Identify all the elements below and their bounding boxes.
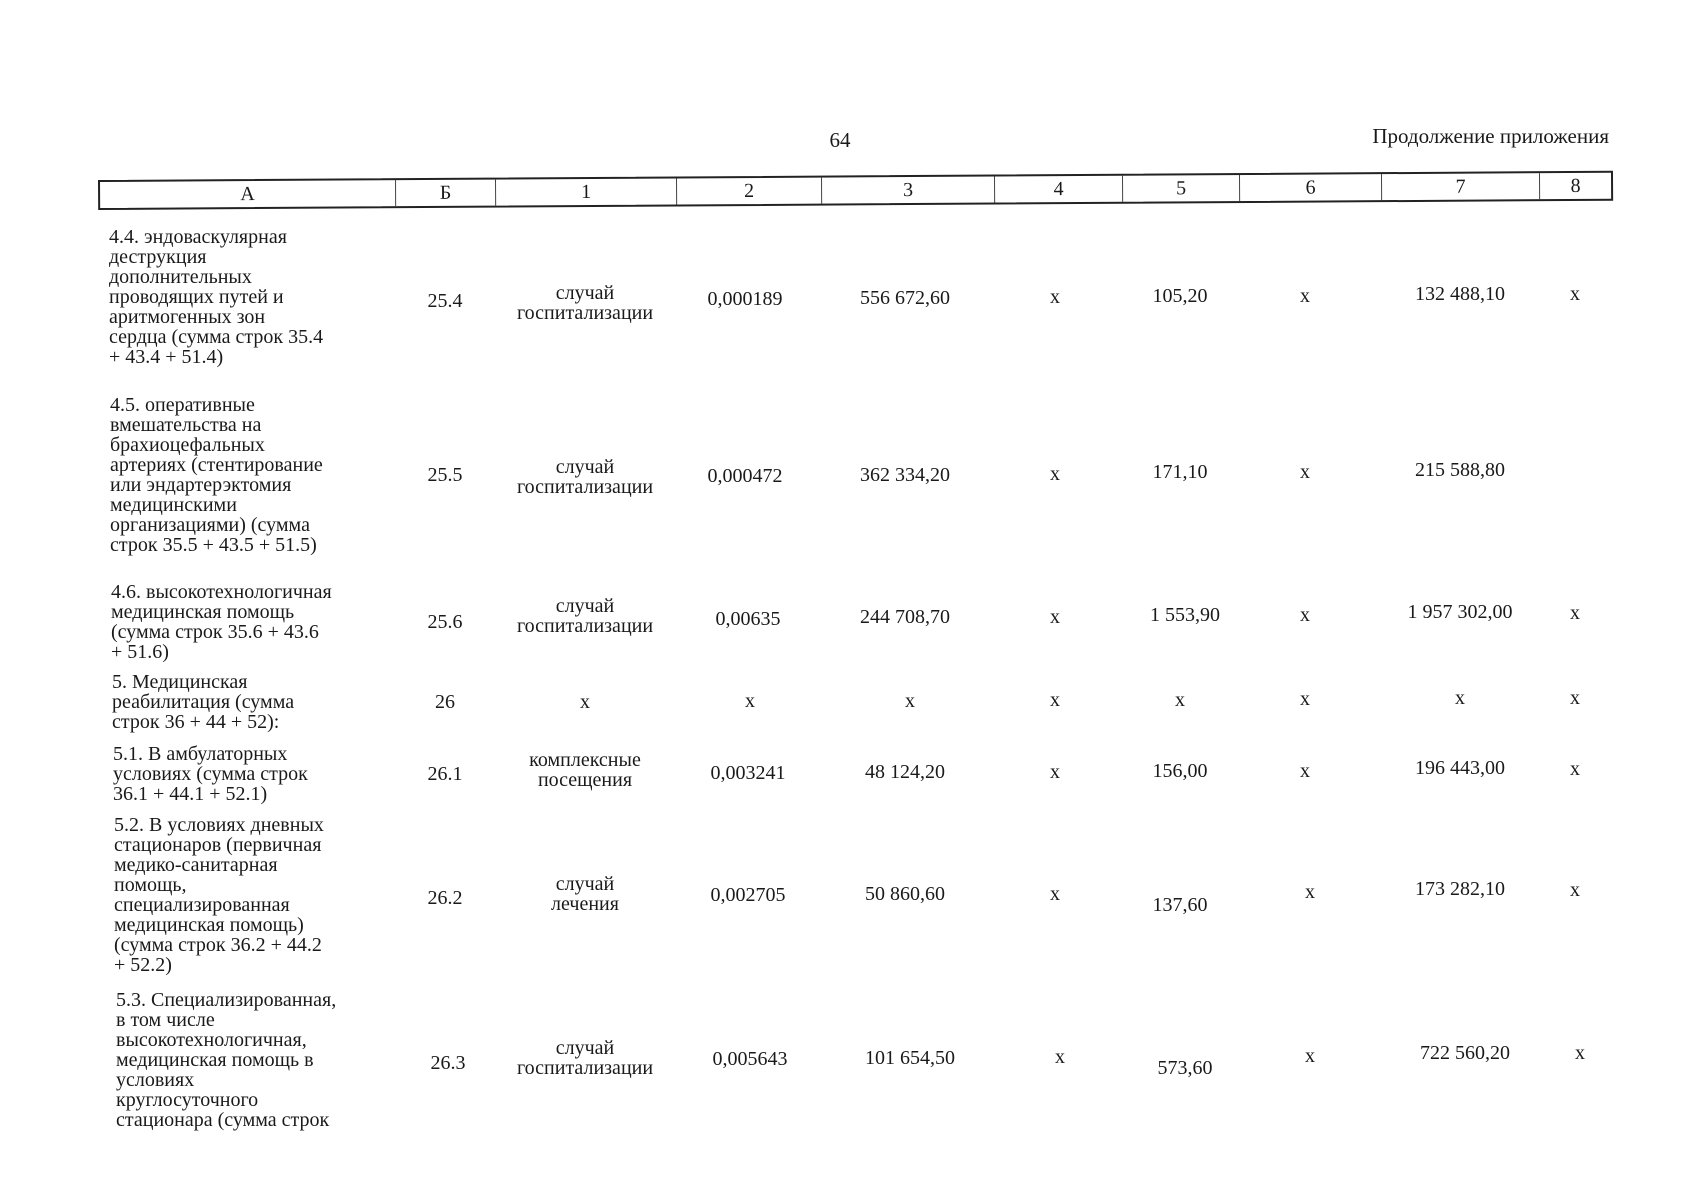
row-unit: х bbox=[580, 691, 590, 713]
row-code: 26 bbox=[435, 691, 455, 713]
row-value-2: 0,002705 bbox=[710, 884, 786, 906]
row-value-2: 0,00635 bbox=[715, 608, 781, 630]
row-value-2: 0,003241 bbox=[710, 762, 786, 784]
row-code: 26.1 bbox=[427, 763, 463, 785]
row-value-2: 0,005643 bbox=[712, 1048, 788, 1070]
row-value-4: х bbox=[1050, 883, 1060, 905]
row-unit: случай госпитализации bbox=[516, 1037, 654, 1079]
header-cell-4: 4 bbox=[994, 176, 1122, 203]
continuation-title: Продолжение приложения bbox=[1372, 124, 1609, 148]
row-value-3: 362 334,20 bbox=[860, 464, 950, 486]
row-value-8: х bbox=[1570, 283, 1580, 305]
row-code: 26.3 bbox=[430, 1052, 466, 1074]
row-value-6: х bbox=[1305, 881, 1315, 903]
row-value-6: х bbox=[1300, 688, 1310, 710]
header-cell-3: 3 bbox=[821, 177, 994, 204]
row-value-8: х bbox=[1570, 758, 1580, 780]
row-value-8: х bbox=[1575, 1042, 1585, 1064]
row-label: 5.1. В амбулаторных условиях (сумма строк 36.1 + 44.1 + 52.1) bbox=[113, 743, 308, 805]
row-value-8: х bbox=[1570, 602, 1580, 624]
page-number: 64 bbox=[829, 128, 851, 152]
row-label: 5.2. В условиях дневных стационаров (первичная медико-санитарная помощь, специализированная медицинская помощь) (сумма строк 36.2 + 44.2 + 52.2) bbox=[114, 814, 324, 976]
row-value-3: 556 672,60 bbox=[860, 287, 950, 309]
row-value-5: 573,60 bbox=[1157, 1057, 1213, 1079]
header-cell-6: 6 bbox=[1239, 174, 1381, 201]
row-value-4: х bbox=[1050, 606, 1060, 628]
row-value-3: 48 124,20 bbox=[865, 761, 945, 783]
row-value-6: х bbox=[1300, 604, 1310, 626]
row-code: 25.4 bbox=[427, 290, 463, 312]
row-value-4: х bbox=[1055, 1046, 1065, 1068]
row-value-7: 173 282,10 bbox=[1415, 878, 1505, 900]
row-value-5: 137,60 bbox=[1152, 894, 1208, 916]
row-value-4: х bbox=[1050, 689, 1060, 711]
table-header bbox=[98, 171, 1613, 210]
header-cell-7: 7 bbox=[1381, 173, 1539, 200]
row-code: 25.5 bbox=[427, 464, 463, 486]
row-value-3: 244 708,70 bbox=[860, 606, 950, 628]
row-value-4: х bbox=[1050, 761, 1060, 783]
header-cell-b: Б bbox=[395, 180, 495, 207]
row-value-7: 132 488,10 bbox=[1415, 283, 1505, 305]
row-value-7: х bbox=[1455, 687, 1465, 709]
row-unit: комплексные посещения bbox=[529, 749, 641, 791]
header-cell-8: 8 bbox=[1539, 173, 1611, 199]
header-cell-2: 2 bbox=[676, 178, 821, 205]
row-value-5: 1 553,90 bbox=[1150, 604, 1220, 626]
header-cell-a: А bbox=[240, 183, 255, 206]
row-value-7: 215 588,80 bbox=[1415, 459, 1505, 481]
row-value-2: 0,000472 bbox=[707, 465, 783, 487]
row-code: 26.2 bbox=[427, 887, 463, 909]
header-cell-1: 1 bbox=[495, 178, 676, 205]
row-value-4: х bbox=[1050, 463, 1060, 485]
row-value-3: 101 654,50 bbox=[865, 1047, 955, 1069]
row-code: 25.6 bbox=[427, 611, 463, 633]
row-unit: случай госпитализации bbox=[516, 282, 654, 324]
row-label: 4.4. эндоваскулярная деструкция дополнительных проводящих путей и аритмогенных зон сердца (сумма строк 35.4 + 43.4 + 51.4) bbox=[109, 226, 324, 368]
row-unit: случай госпитализации bbox=[516, 456, 654, 498]
row-label: 4.5. оперативные вмешательства на брахиоцефальных артериях (стентирование или эндартерэктомия медицинскими организациями) (сумма строк 35.5 + 43.5 + 51.5) bbox=[110, 394, 323, 556]
row-unit: случай госпитализации bbox=[516, 595, 654, 637]
header-cell-5: 5 bbox=[1122, 175, 1239, 202]
row-value-8: х bbox=[1570, 687, 1580, 709]
row-value-5: 156,00 bbox=[1152, 760, 1208, 782]
row-value-6: х bbox=[1300, 285, 1310, 307]
row-value-6: х bbox=[1300, 760, 1310, 782]
row-label: 5.3. Специализированная, в том числе высокотехнологичная, медицинская помощь в условиях круглосуточного стационара (сумма строк bbox=[116, 989, 337, 1131]
row-label: 5. Медицинская реабилитация (сумма строк 36 + 44 + 52): bbox=[112, 671, 295, 733]
row-value-6: х bbox=[1300, 461, 1310, 483]
row-value-2: х bbox=[745, 690, 755, 712]
row-value-3: х bbox=[905, 690, 915, 712]
row-value-5: 105,20 bbox=[1152, 285, 1208, 307]
row-unit: случай лечения bbox=[551, 873, 619, 915]
row-label: 4.6. высокотехнологичная медицинская помощь (сумма строк 35.6 + 43.6 + 51.6) bbox=[111, 581, 332, 663]
row-value-2: 0,000189 bbox=[707, 288, 783, 310]
row-value-7: 1 957 302,00 bbox=[1407, 601, 1513, 623]
row-value-3: 50 860,60 bbox=[865, 883, 945, 905]
row-value-8: х bbox=[1570, 879, 1580, 901]
row-value-7: 196 443,00 bbox=[1415, 757, 1505, 779]
row-value-4: х bbox=[1050, 286, 1060, 308]
row-value-6: х bbox=[1305, 1045, 1315, 1067]
row-value-7: 722 560,20 bbox=[1420, 1042, 1510, 1064]
row-value-5: х bbox=[1175, 689, 1185, 711]
row-value-5: 171,10 bbox=[1152, 461, 1208, 483]
